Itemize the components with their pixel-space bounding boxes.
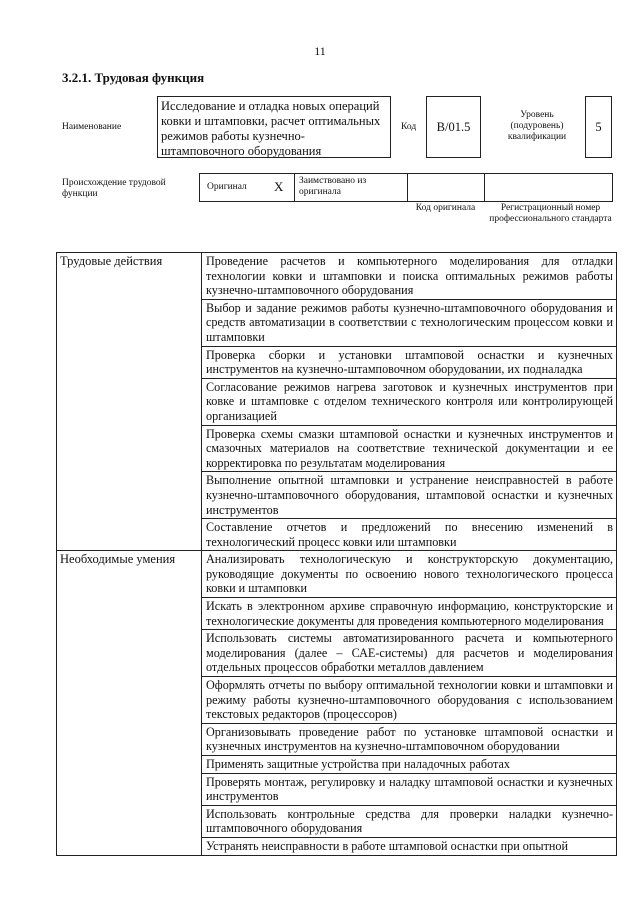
table-group xyxy=(57,550,616,854)
function-name-box: Исследование и отладка новых операций ковки и штамповки, расчет оптимальных режимов работы кузнечно-штамповочного оборудования xyxy=(157,96,391,158)
code-value-box xyxy=(426,96,481,158)
original-label: Оригинал xyxy=(207,182,247,192)
table-row: Выбор и задание режимов работы кузнечно-штамповочного оборудования и средств автоматизации в соответствии с технологическим процессом ковки и штамповки xyxy=(202,299,616,346)
table-row: Искать в электронном архиве справочную информацию, конструкторские и технологические документы для проведения компьютерного моделирования xyxy=(202,597,616,629)
group-items xyxy=(202,253,616,550)
code-label: Код xyxy=(401,122,417,132)
original-cell xyxy=(199,174,294,201)
table-row: Использовать контрольные средства для проверки наладки кузнечно-штамповочного оборудования xyxy=(202,805,616,837)
code-original-cell xyxy=(407,174,484,201)
table-row: Проверка схемы смазки штамповой оснастки и кузнечных инструментов и смазочных материалов на соответствие технической документации и ее корректировка по результатам моделирования xyxy=(202,425,616,472)
table-row: Составление отчетов и предложений по внесению изменений в технологический процесс ковки или штамповки xyxy=(202,518,616,550)
original-mark: X xyxy=(274,179,284,194)
table-row: Оформлять отчеты по выбору оптимальной технологии ковки и штамповки и режиму работы кузнечно-штамповочного оборудования с использованием текстовых редакторов (процессоров) xyxy=(202,676,616,723)
group-items xyxy=(202,551,616,854)
function-table xyxy=(56,252,617,856)
page-number: 11 xyxy=(314,44,326,58)
table-row: Применять защитные устройства при наладочных работах xyxy=(202,755,616,773)
level-value-box xyxy=(585,96,612,158)
section-title: 3.2.1. Трудовая функция xyxy=(62,70,205,85)
group-label: Трудовые действия xyxy=(57,253,202,550)
table-row: Проверка сборки и установки штамповой оснастки и кузнечных инструментов на кузнечно-штамповочном оборудовании, их подналадка xyxy=(202,346,616,378)
table-row: Организовывать проведение работ по установке штамповой оснастки и кузнечных инструментов на кузнечно-штамповочном оборудовании xyxy=(202,723,616,755)
table-row: Согласование режимов нагрева заготовок и кузнечных инструментов при ковке и штамповке с отделом технического контроля или контролирующей организацией xyxy=(202,378,616,425)
table-row: Устранять неисправности в работе штамповой оснастки при опытной xyxy=(202,837,616,855)
origin-row xyxy=(199,173,613,202)
reg-number-cell xyxy=(484,174,613,201)
level-label: Уровень (подуровень) квалификации xyxy=(507,110,567,142)
level-value: 5 xyxy=(595,119,602,134)
borrowed-cell xyxy=(294,174,407,201)
code-value: В/01.5 xyxy=(436,119,471,134)
code-original-label: Код оригинала xyxy=(415,203,476,213)
table-row: Проверять монтаж, регулировку и наладку штамповой оснастки и кузнечных инструментов xyxy=(202,773,616,805)
table-row: Анализировать технологическую и конструкторскую документацию, руководящие документы по освоению нового технологического процесса ковки и штамповки xyxy=(206,552,613,596)
borrowed-label: Заимствовано из оригинала xyxy=(299,176,367,197)
origin-label: Происхождение трудовой функции xyxy=(62,178,166,199)
table-row: Проведение расчетов и компьютерного моделирования для отладки технологии ковки и штамповки и поиска оптимальных режимов работы кузнечно-штамповочного оборудования xyxy=(206,254,613,298)
table-group xyxy=(57,253,616,550)
name-label: Наименование xyxy=(62,122,122,132)
table-row: Выполнение опытной штамповки и устранение неисправностей в работе кузнечно-штамповочного оборудования, штамповой оснастки и кузнечных инструментов xyxy=(202,471,616,518)
group-label: Необходимые умения xyxy=(57,551,202,854)
table-row: Использовать системы автоматизированного расчета и компьютерного моделирования (далее – САЕ-системы) для расчетов и моделирования отдельных процессов обработки металлов давлением xyxy=(202,629,616,676)
reg-number-label: Регистрационный номер профессионального стандарта xyxy=(489,203,612,224)
